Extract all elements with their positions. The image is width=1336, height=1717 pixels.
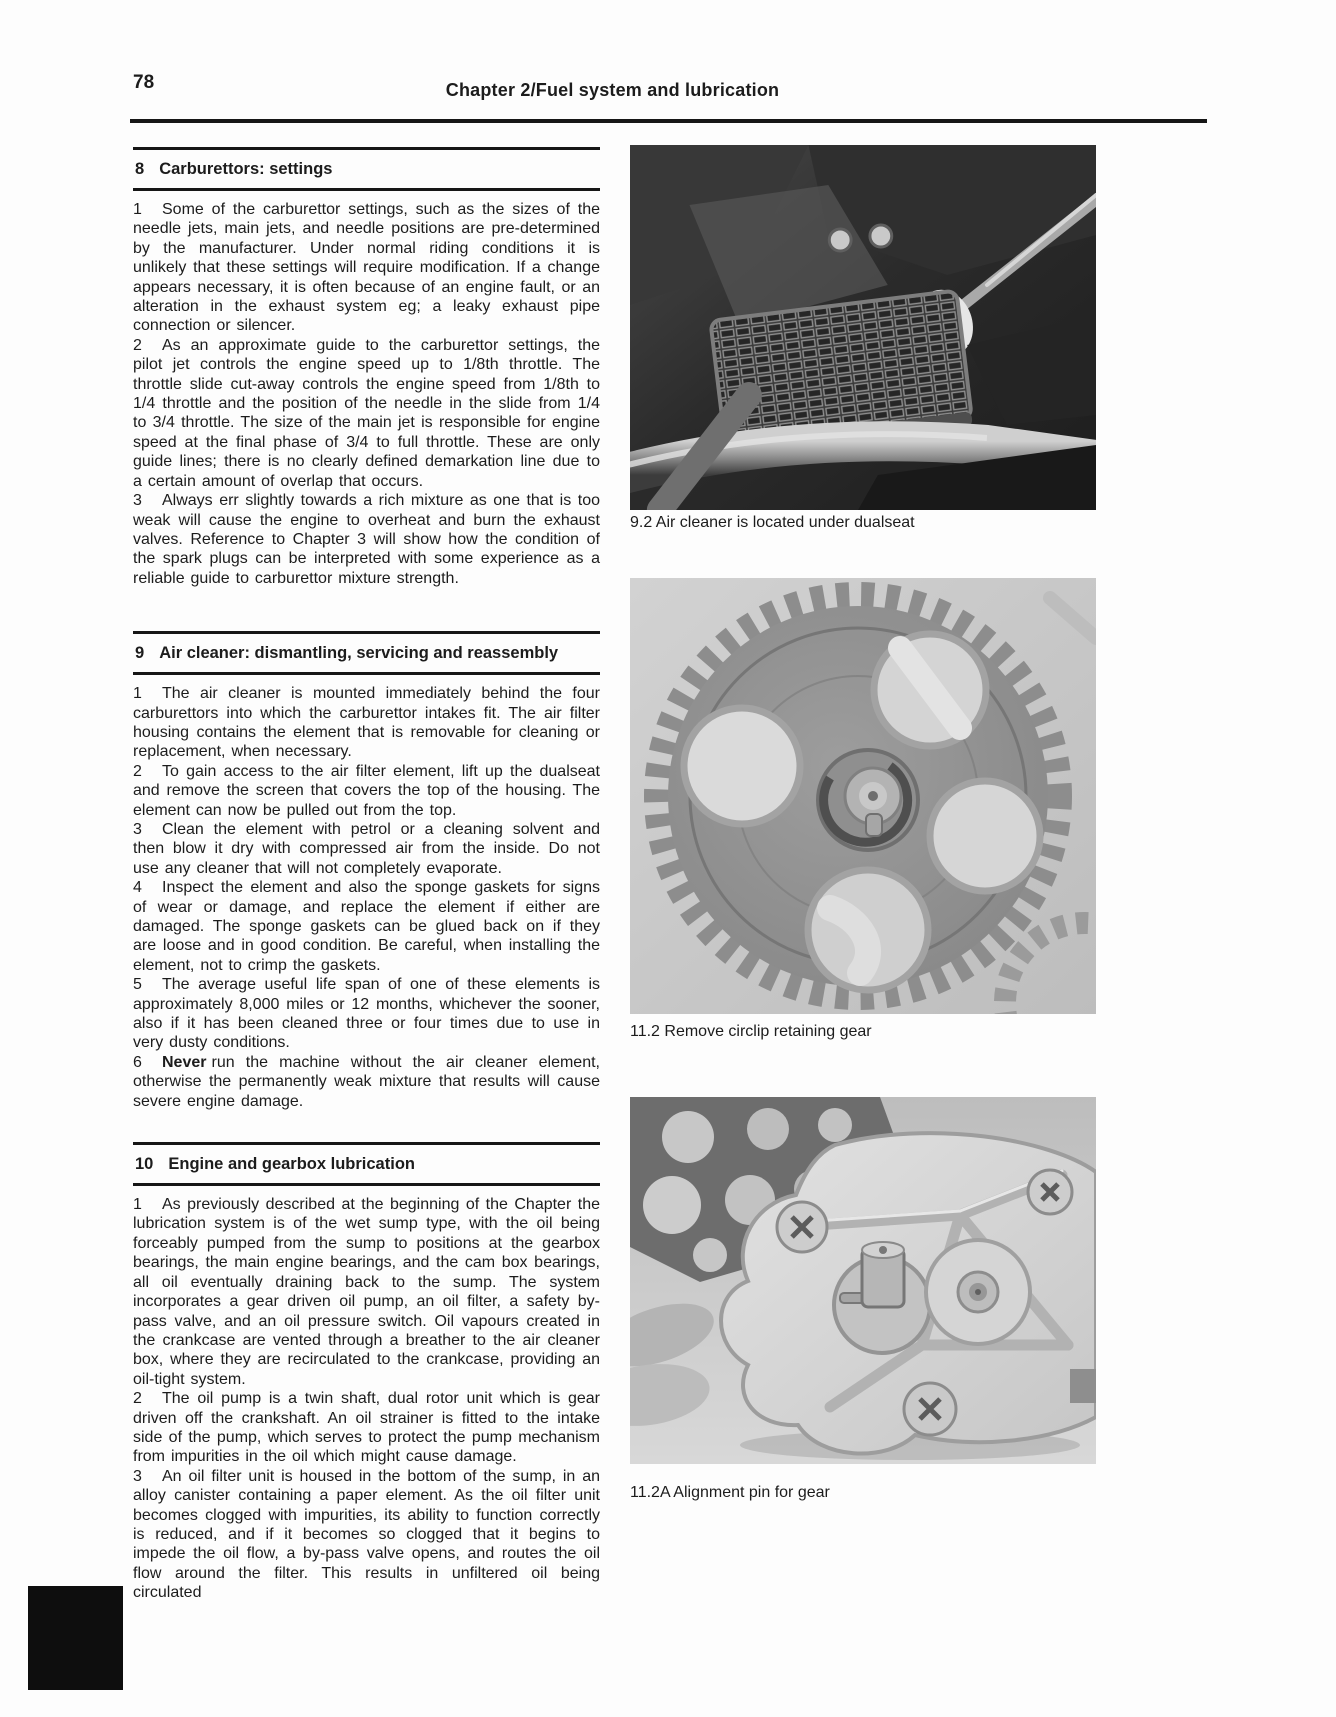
section-title: Air cleaner: dismantling, servicing and reassembly bbox=[159, 644, 559, 663]
paragraph-text: The air cleaner is mounted immediately behind the four carburettors into which the carburettor intakes fit. The air filter housing contains the element that is removable for cleaning or replacement, when necessary. bbox=[133, 685, 600, 761]
paragraph-text: As previously described at the beginning of the Chapter the lubrication system is of the wet sump type, with the oil being forceably pumped from the sump to positions at the gearbox bearings, the main engine bearings, and the cam box bearings, all oil eventually draining back to the sump. The system incorporates a gear driven oil pump, an oil filter, a safety by-pass valve, and an oil pressure switch. Oil vapours created in the crankcase are vented through a breather to the air cleaner box, where they are recirculated to the crankcase, providing an oil-tight system. bbox=[133, 1196, 600, 1388]
section-heading-carburettors-settings bbox=[133, 147, 600, 191]
paragraph bbox=[133, 1467, 600, 1603]
paragraph bbox=[133, 200, 600, 336]
section-heading-engine-gearbox-lubrication bbox=[133, 1142, 600, 1186]
paragraph-text: An oil filter unit is housed in the bottom of the sump, in an alloy canister containing a paper element. As the oil filter unit becomes clogged with impurities, its ability to function correctly is reduced, and if it becomes so clogged that it begins to impede the oil flow, a by-pass valve opens, and routes the oil flow around the filter. This results in unfiltered oil being circulated bbox=[133, 1467, 600, 1602]
paragraph-text: Always err slightly towards a rich mixture as one that is too weak will cause the engine to overheat and burn the exhaust valves. Reference to Chapter 3 will show how the condition of the spark plugs can be interpreted with some experience as a reliable guide to carburettor mixture strength. bbox=[133, 492, 600, 587]
paragraph-number: 1 bbox=[133, 685, 142, 703]
section-heading-air-cleaner bbox=[133, 631, 600, 675]
paragraph bbox=[133, 975, 600, 1053]
bold-word-never: Never bbox=[162, 1053, 207, 1071]
section-title: Engine and gearbox lubrication bbox=[168, 1155, 415, 1174]
section-body bbox=[133, 1195, 600, 1603]
paragraph-number: 3 bbox=[133, 820, 142, 838]
paragraph-number: 1 bbox=[133, 201, 142, 218]
paragraph-number: 5 bbox=[133, 976, 142, 994]
paragraph-text: The average useful life span of one of these elements is approximately 8,000 miles or 12 months, whichever the sooner, also if it has been cleaned three or four times due to use in very dusty conditions. bbox=[133, 976, 600, 1052]
photo-alignment-pin-for-gear bbox=[630, 1097, 1096, 1464]
paragraph-text: run the machine without the air cleaner element, otherwise the permanently weak mixture that results will cause severe engine damage. bbox=[133, 1053, 600, 1110]
paragraph bbox=[133, 336, 600, 491]
paragraph bbox=[133, 491, 600, 588]
paragraph bbox=[133, 820, 600, 878]
paragraph-number: 4 bbox=[133, 879, 142, 897]
paragraph-number: 2 bbox=[133, 336, 142, 354]
page-number: 78 bbox=[133, 72, 155, 93]
section-number: 10 bbox=[135, 1155, 154, 1174]
section-body bbox=[133, 684, 600, 1111]
photo-circlip-retaining-gear bbox=[630, 578, 1096, 1014]
paragraph-text: The oil pump is a twin shaft, dual rotor unit which is gear driven off the crankshaft. An oil strainer is fitted to the intake side of the pump, which serves to protect the pump mechanism from impurities in the oil which might cause damage. bbox=[133, 1390, 600, 1466]
paragraph-number: 3 bbox=[133, 1467, 142, 1485]
figure-caption: 11.2A Alignment pin for gear bbox=[630, 1484, 830, 1501]
text-column bbox=[133, 147, 600, 1603]
paragraph-number: 2 bbox=[133, 1390, 142, 1408]
gear-hub-and-circlip bbox=[818, 750, 918, 850]
paragraph bbox=[133, 684, 600, 762]
section-title: Carburettors: settings bbox=[159, 160, 333, 178]
photo-air-cleaner-under-dualseat bbox=[630, 145, 1096, 510]
gear-boss-disc bbox=[926, 1240, 1030, 1344]
section-body bbox=[133, 200, 600, 588]
section-number: 8 bbox=[135, 160, 145, 178]
paragraph-text: Some of the carburettor settings, such as the sizes of the needle jets, main jets, and needle positions are pre-determined by the manufacturer. Under normal riding conditions it is unlikely that these settings will require modification. If a change appears necessary, it is often because of an engine fault, or an alteration in the exhaust system eg; a leaky exhaust pipe connection or silencer. bbox=[133, 201, 600, 335]
paragraph bbox=[133, 1195, 600, 1389]
paragraph-number: 2 bbox=[133, 762, 142, 780]
paragraph bbox=[133, 1389, 600, 1467]
paragraph bbox=[133, 1053, 600, 1111]
paragraph-text: Clean the element with petrol or a cleaning solvent and then blow it dry with compressed air from the inside. Do not use any cleaner that will not completely evaporate. bbox=[133, 820, 600, 877]
air-cleaner-photo-graphic bbox=[630, 145, 1096, 510]
paragraph bbox=[133, 762, 600, 820]
paragraph-number: 3 bbox=[133, 492, 142, 510]
paragraph-text: As an approximate guide to the carburettor settings, the pilot jet controls the engine speed up to 1/8th throttle. The throttle slide cut-away controls the engine speed from 1/8th to 1/4 throttle and the position of the needle in the slide from 1/4 to 3/4 throttle. The size of the main jet is responsible for engine speed at the final phase of 3/4 to full throttle. These are only guide lines; there is no clearly defined demarkation line due to a certain amount of overlap that occurs. bbox=[133, 336, 600, 490]
paragraph-text: To gain access to the air filter element, lift up the dualseat and remove the screen that covers the top of the housing. The element can now be pulled out from the top. bbox=[133, 762, 600, 819]
chapter-title: Chapter 2/Fuel system and lubrication bbox=[445, 80, 780, 100]
paragraph-text: Inspect the element and also the sponge gaskets for signs of wear or damage, and replace the element if either are damaged. The sponge gaskets can be glued back on if they are loose and in good condition. Be careful, when installing the element, not to crimp the gaskets. bbox=[133, 879, 600, 974]
header-rule bbox=[130, 119, 1207, 123]
gear-photo-graphic bbox=[630, 578, 1096, 1014]
scan-artifact-square bbox=[28, 1586, 123, 1690]
section-number: 9 bbox=[135, 644, 145, 663]
figure-caption: 11.2 Remove circlip retaining gear bbox=[630, 1023, 872, 1040]
oil-pump-photo-graphic bbox=[630, 1097, 1096, 1464]
figure-caption: 9.2 Air cleaner is located under dualseat bbox=[630, 514, 915, 531]
paragraph-number: 1 bbox=[133, 1196, 142, 1214]
paragraph-number: 6 bbox=[133, 1053, 142, 1071]
paragraph bbox=[133, 878, 600, 975]
